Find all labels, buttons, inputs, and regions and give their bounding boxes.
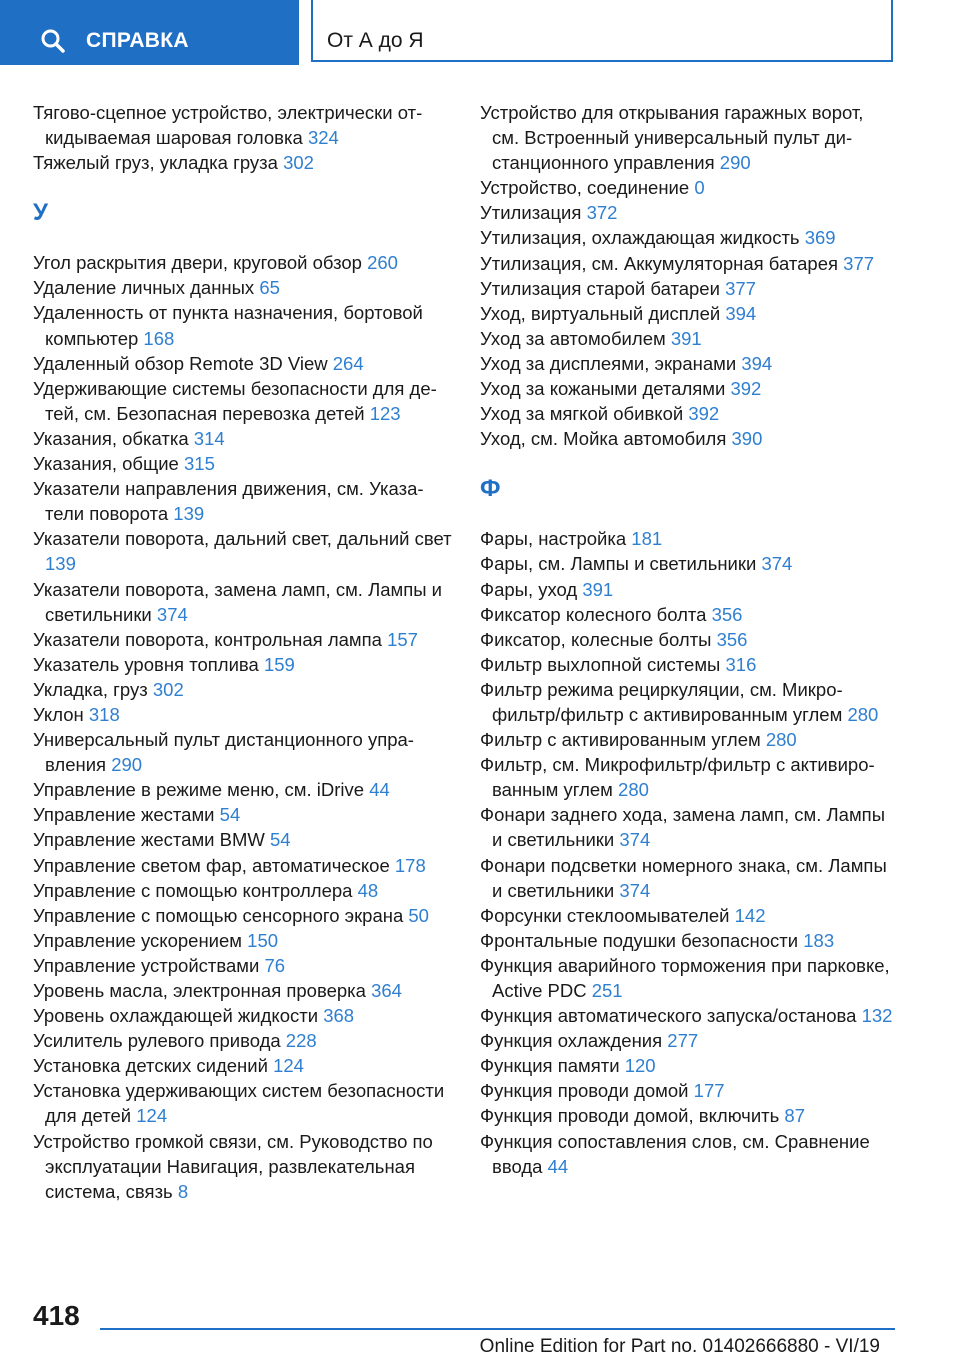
section-header <box>311 0 893 62</box>
index-letter-heading: У <box>33 199 48 227</box>
index-entry-text: Утилизация, охлаждающая жидкость <box>480 227 800 249</box>
index-entry[interactable] <box>33 627 453 652</box>
index-entry-text: Фильтр режима рециркуляции, см. Микрофильтр/фильтр с активированным углем <box>480 678 843 725</box>
page-link[interactable]: 374 <box>761 553 793 575</box>
page-link[interactable]: 372 <box>586 202 618 224</box>
page-link[interactable]: 356 <box>711 603 743 625</box>
index-entry[interactable] <box>33 351 453 376</box>
index-entry[interactable] <box>33 1078 453 1128</box>
footer-divider <box>100 1328 895 1330</box>
page-link[interactable]: 368 <box>323 1005 355 1027</box>
index-entry[interactable] <box>480 200 895 225</box>
page-link[interactable]: 159 <box>263 653 295 675</box>
index-entry[interactable] <box>480 426 895 451</box>
index-entry-text: Уровень охлаждающей жидкости <box>33 1005 319 1027</box>
page-link[interactable]: 280 <box>847 703 879 725</box>
index-entry-text: Уход за дисплеями, экранами <box>480 352 737 374</box>
page-link[interactable]: 394 <box>741 352 773 374</box>
page-link[interactable]: 139 <box>45 553 76 575</box>
page-link[interactable]: 123 <box>369 402 401 424</box>
index-entry[interactable] <box>33 577 453 627</box>
index-entry-text: Указатель уровня топлива <box>33 653 259 675</box>
index-entry[interactable] <box>480 376 895 401</box>
index-entry-text: Фиксатор колесного болта <box>480 603 707 625</box>
index-entry-text: Уход за автомобилем <box>480 327 666 349</box>
index-entry[interactable] <box>480 752 895 802</box>
index-entry[interactable] <box>33 250 453 275</box>
index-entry-text: Управление жестами <box>33 804 215 826</box>
page-link[interactable]: 124 <box>136 1105 168 1127</box>
page-link[interactable]: 48 <box>357 879 379 901</box>
index-entry[interactable] <box>480 1129 895 1179</box>
page-number: 418 <box>33 1300 80 1331</box>
index-entry[interactable] <box>480 100 895 175</box>
index-entry[interactable] <box>480 526 895 551</box>
page-link[interactable]: 44 <box>547 1155 569 1177</box>
page-link[interactable]: 374 <box>619 879 651 901</box>
section-title: От А до Я <box>327 29 424 52</box>
index-entry-text: Укладка, груз <box>33 678 148 700</box>
page-link[interactable]: 44 <box>369 779 390 801</box>
page-link[interactable]: 302 <box>283 152 314 174</box>
index-entry-text: Устройство, соединение <box>480 177 690 199</box>
page-link[interactable]: 391 <box>582 578 614 600</box>
page-link[interactable]: 369 <box>804 227 836 249</box>
index-entry[interactable] <box>480 1053 895 1078</box>
index-entry-text: Управление ускорением <box>33 929 243 951</box>
index-entry[interactable] <box>480 251 895 276</box>
index-entry[interactable] <box>480 551 895 576</box>
index-entry-text: Фильтр выхлопной системы <box>480 653 721 675</box>
page-link[interactable]: 314 <box>193 427 225 449</box>
page-link[interactable]: 356 <box>716 628 748 650</box>
index-entry[interactable] <box>480 802 895 852</box>
index-entry-text: Управление с помощью сенсорного экрана <box>33 904 404 926</box>
index-entry-text: Удаленность от пункта назначения, бортовой компьютер <box>33 302 423 349</box>
index-entry[interactable] <box>480 602 895 627</box>
index-entry[interactable] <box>33 1028 453 1053</box>
index-entry-text: Указатели поворота, замена ламп, см. Лампы и светильники <box>33 578 443 625</box>
page-link[interactable]: 280 <box>765 729 797 751</box>
page-link[interactable]: 157 <box>387 628 418 650</box>
index-entry-text: Универсальный пульт дистанционного управления <box>33 729 414 776</box>
index-entry[interactable] <box>480 953 895 1003</box>
index-entry[interactable] <box>480 577 895 602</box>
page-link[interactable]: 392 <box>730 378 762 400</box>
index-entry[interactable] <box>33 802 453 827</box>
index-entry-text: Уход за мягкой обивкой <box>480 403 684 425</box>
page-link[interactable]: 280 <box>618 779 649 801</box>
index-entry[interactable] <box>33 702 453 727</box>
index-entry-text: Указатели поворота, дальний свет, дальний свет <box>33 528 452 550</box>
index-entry-text: Функция сопоставления слов, см. Сравнение ввода <box>480 1130 870 1177</box>
index-entry[interactable] <box>33 1129 453 1204</box>
index-entry[interactable] <box>480 903 895 928</box>
index-entry-text: Уровень масла, электронная проверка <box>33 980 366 1001</box>
search-icon <box>40 28 66 54</box>
index-entry[interactable] <box>33 1003 453 1028</box>
index-entry-text: Уход за кожаными деталями <box>480 378 726 400</box>
page-link[interactable]: 54 <box>270 829 291 851</box>
page-link[interactable]: 54 <box>219 804 241 826</box>
index-entry[interactable] <box>33 777 453 802</box>
index-entry[interactable] <box>480 1028 895 1053</box>
index-entry-text: Утилизация старой батареи <box>480 277 720 299</box>
index-entry-text: Уклон <box>33 703 84 725</box>
page-link[interactable]: 374 <box>619 829 651 851</box>
index-entry-text: Форсунки стеклоомывателей <box>480 904 730 926</box>
index-entry-text: Устройство для открывания гаражных ворот, см. Встроенный универсальный пульт дистанционного управления <box>480 102 864 174</box>
page-link[interactable]: 290 <box>111 754 143 776</box>
index-entry[interactable] <box>480 727 895 752</box>
index-entry[interactable] <box>33 275 453 300</box>
index-letter-heading: Ф <box>480 475 501 503</box>
index-entry-text: Функция охлаждения <box>480 1030 663 1052</box>
index-entry-text: Фары, см. Лампы и светильники <box>480 553 757 575</box>
index-entry[interactable] <box>33 652 453 677</box>
index-entry-text: Удерживающие системы безопасности для детей, см. Безопасная перевозка детей <box>33 377 437 424</box>
index-entry[interactable] <box>33 953 453 978</box>
page-link[interactable]: 124 <box>273 1055 304 1077</box>
page-link[interactable]: 377 <box>843 252 875 274</box>
page-link[interactable]: 168 <box>143 327 175 349</box>
page-link[interactable]: 251 <box>591 980 623 1001</box>
index-entry[interactable] <box>33 853 453 878</box>
index-entry[interactable] <box>480 1103 895 1128</box>
index-entry[interactable] <box>480 652 895 677</box>
page-link[interactable]: 377 <box>725 277 756 299</box>
page-link[interactable]: 183 <box>803 929 835 951</box>
index-entry[interactable] <box>480 1003 895 1028</box>
page-link[interactable]: 302 <box>152 678 184 700</box>
index-entry-text: Управление в режиме меню, см. iDrive <box>33 779 365 801</box>
index-entry[interactable] <box>480 1078 895 1103</box>
page-link[interactable]: 181 <box>631 528 663 550</box>
index-entry-text: Указания, общие <box>33 453 179 475</box>
help-tab[interactable] <box>0 0 299 65</box>
index-entry[interactable] <box>33 451 453 476</box>
index-entry-text: Управление светом фар, автоматическое <box>33 854 390 876</box>
index-entry[interactable] <box>480 175 895 200</box>
index-entry[interactable] <box>33 903 453 928</box>
index-entry-text: Фильтр, см. Микрофильтр/фильтр с активированным углем <box>480 754 875 801</box>
page-link[interactable]: 178 <box>394 854 426 876</box>
index-entry-text: Фронтальные подушки безопасности <box>480 929 799 951</box>
index-entry[interactable] <box>33 376 453 426</box>
page-link[interactable]: 315 <box>184 453 215 475</box>
index-entry-text: Уход, виртуальный дисплей <box>480 302 721 324</box>
index-entry-text: Утилизация, см. Аккумуляторная батарея <box>480 252 839 274</box>
page-link[interactable]: 374 <box>156 603 188 625</box>
index-entry-text: Фиксатор, колесные болты <box>480 628 712 650</box>
index-entry[interactable] <box>33 827 453 852</box>
page-link[interactable]: 318 <box>88 703 120 725</box>
index-entry[interactable] <box>33 426 453 451</box>
index-entry[interactable] <box>480 853 895 903</box>
page-link[interactable]: 394 <box>725 302 757 324</box>
page-link[interactable]: 120 <box>624 1055 656 1077</box>
page-link[interactable]: 228 <box>285 1030 317 1052</box>
index-entry-text: Управление жестами BMW <box>33 829 265 851</box>
index-entry-text: Функция проводи домой, включить <box>480 1105 780 1127</box>
page-link[interactable]: 364 <box>371 980 402 1001</box>
page-link[interactable]: 260 <box>367 252 398 274</box>
index-entry-text: Фильтр с активированным углем <box>480 729 761 751</box>
index-entry[interactable] <box>33 1053 453 1078</box>
index-entry-text: Уход, см. Мойка автомобиля <box>480 428 727 450</box>
page-link[interactable]: 316 <box>725 653 757 675</box>
page-link[interactable]: 132 <box>861 1005 893 1027</box>
page-link[interactable]: 390 <box>731 428 763 450</box>
index-entry[interactable] <box>480 627 895 652</box>
index-entry[interactable] <box>33 100 453 150</box>
edition-text: Online Edition for Part no. 01402666880 - VI/19 <box>479 1336 880 1357</box>
index-entry[interactable] <box>33 150 453 175</box>
page-link[interactable]: 139 <box>173 503 205 525</box>
index-entry[interactable] <box>33 677 453 702</box>
page-link[interactable]: 0 <box>694 177 705 199</box>
index-column-left <box>33 100 453 1204</box>
index-entry[interactable] <box>480 326 895 351</box>
index-entry[interactable] <box>480 301 895 326</box>
index-entry-text: Тяжелый груз, укладка груза <box>33 152 278 174</box>
index-entry-text: Управление устройствами <box>33 954 260 976</box>
page-link[interactable]: 264 <box>332 352 364 374</box>
page-link[interactable]: 177 <box>693 1080 725 1102</box>
index-entry-text: Усилитель рулевого привода <box>33 1030 281 1052</box>
page-link[interactable]: 142 <box>734 904 766 926</box>
index-entry-text: Функция автоматического запуска/останова <box>480 1005 857 1027</box>
index-entry-text: Фары, настройка <box>480 528 627 550</box>
page-link[interactable]: 87 <box>784 1105 805 1127</box>
index-entry-text: Фонари подсветки номерного знака, см. Лампы и светильники <box>480 854 887 901</box>
index-entry[interactable] <box>33 978 453 1003</box>
index-entry-text: Установка удерживающих систем безопасности для детей <box>33 1080 445 1127</box>
index-entry-text: Функция аварийного торможения при парковке, Active PDC <box>480 954 890 1001</box>
index-entry[interactable] <box>33 878 453 903</box>
page-link[interactable]: 392 <box>688 403 720 425</box>
index-entry-text: Функция памяти <box>480 1055 620 1077</box>
index-entry[interactable] <box>33 928 453 953</box>
index-entry-text: Фонари заднего хода, замена ламп, см. Лампы и светильники <box>480 804 885 851</box>
index-entry[interactable] <box>480 351 895 376</box>
index-entry-text: Функция проводи домой <box>480 1080 689 1102</box>
index-entry-text: Удаление личных данных <box>33 277 255 299</box>
page-link[interactable]: 76 <box>264 954 286 976</box>
index-entry[interactable] <box>480 225 895 250</box>
index-entry-text: Указания, обкатка <box>33 427 189 449</box>
index-entry-text: Удаленный обзор Remote 3D View <box>33 352 328 374</box>
page-link[interactable]: 65 <box>259 277 280 299</box>
page-link[interactable]: 277 <box>667 1030 699 1052</box>
index-entry-text: Угол раскрытия двери, круговой обзор <box>33 252 362 274</box>
index-entry-text: Фары, уход <box>480 578 578 600</box>
index-entry[interactable] <box>33 300 453 350</box>
index-entry[interactable] <box>33 727 453 777</box>
page-link[interactable]: 324 <box>307 127 339 149</box>
page-link[interactable]: 8 <box>177 1180 189 1202</box>
index-entry-text: Указатели поворота, контрольная лампа <box>33 628 382 650</box>
index-entry-text: Указатели направления движения, см. Указатели поворота <box>33 478 424 525</box>
index-entry-text: Тягово-сцепное устройство, электрически откидываемая шаровая головка <box>33 102 423 149</box>
page-link[interactable]: 290 <box>719 152 751 174</box>
index-entry[interactable] <box>480 677 895 727</box>
page-link[interactable]: 391 <box>670 327 702 349</box>
help-title: СПРАВКА <box>86 29 189 52</box>
index-entry-text: Управление с помощью контроллера <box>33 879 353 901</box>
index-entry[interactable] <box>33 526 453 576</box>
index-entry[interactable] <box>480 401 895 426</box>
index-entry[interactable] <box>480 928 895 953</box>
page-link[interactable]: 150 <box>247 929 279 951</box>
index-entry[interactable] <box>33 476 453 526</box>
index-entry-text: Установка детских сидений <box>33 1055 268 1077</box>
index-entry-text: Утилизация <box>480 202 582 224</box>
index-column-right <box>480 100 895 1179</box>
index-entry[interactable] <box>480 276 895 301</box>
index-entry-text: Устройство громкой связи, см. Руководство по эксплуатации Навигация, развлекательная система, связь <box>33 1130 433 1202</box>
page-link[interactable]: 50 <box>408 904 429 926</box>
